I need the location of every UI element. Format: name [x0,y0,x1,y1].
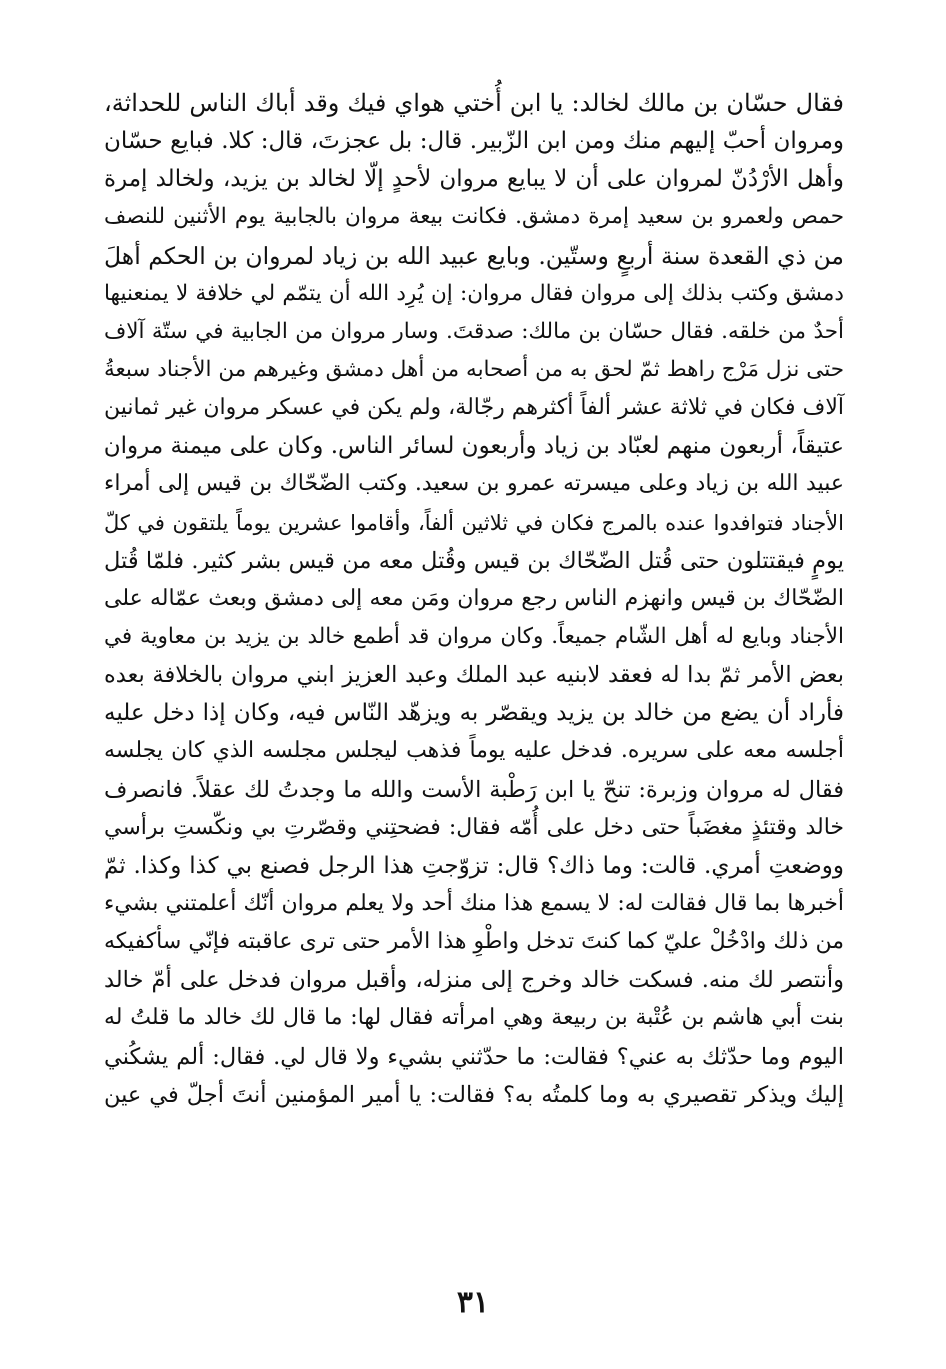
text-line: حتى نزل مَرْج راهط ثمّ لحق به من أصحابه من أهل دمشق وغيرهم من الأجناد سبعةُ [104,356,844,382]
text-line: الأجناد فتوافدوا عنده بالمرج فكان في ثلاثين ألفاً، وأقاموا عشرين يوماً يلتقون في كلّ [104,510,844,535]
text-line: عتيقاً، أربعون منهم لعبّاد بن زياد وأربعون لسائر الناس. وكان على ميمنة مروان [103,433,844,460]
text-line: آلاف فكان في ثلاثة عشر ألفاً أكثرهم رجّالة، ولم يكن في عسكر مروان غير ثمانين [104,395,844,421]
text-line: يومٍ فيقتتلون حتى قُتل الضّحّاك بن قيس وقُتل معه من قيس بشر كثير. فلمّا قُتل [104,547,844,574]
text-line: من ذي القعدة سنة أربعٍ وستّين. وبايع عبيد الله بن زياد لمروان بن الحكم أهلَ [104,241,844,270]
text-line: أخبرها بما قال فقالت له: لا يسمع هذا منك أحد ولا يعلم مروان أنّك أعلمتني بشيء [104,890,844,916]
text-line: من ذلك وادْخُلْ عليّ كما كنتَ تدخل واطْوِ هذا الأمر حتى ترى عاقبته فإنّي سأكفيكه [104,929,844,955]
text-line: أحدٌ من خلقه. فقال حسّان بن مالك: صدقتَ. وسار مروان من الجابية في ستّة آلاف [104,318,844,344]
text-line: بنت أبي هاشم بن عُتْبة بن ربيعة وهي امرأته فقال لها: ما قال لك خالد ما قلتُ له [104,1005,844,1031]
text-line: اليوم وما حدّثك به عني؟ فقالت: ما حدّثني بشيء ولا قال لي. فقال: ألم يشكُني [104,1043,844,1070]
text-line: عبيد الله بن زياد وعلى ميسرته عمرو بن سعيد. وكتب الضّحّاك بن قيس إلى أمراء [104,471,844,497]
text-line: وأنتصر لك منه. فسكت خالد وخرج إلى منزله، وأقبل مروان فدخل على أمّ خالد [104,967,844,994]
body-text [104,84,844,1114]
text-line: خالد وقتئذٍ مغضَباً حتى دخل على أُمّه فقال: فضحتِني وقصّرتِ بي ونكّستِ برأسي [104,814,844,840]
text-line: حمص ولعمرو بن سعيد إمرة دمشق. فكانت بيعة مروان بالجابية يوم الأثنين للنصف [104,204,844,230]
text-line: فقال حسّان بن مالك لخالد: يا ابن أُختي هواي فيك وقد أباك الناس للحداثة، [104,89,844,117]
text-line: ووضعتِ أمري. قالت: وما ذاك؟ قال: تزوّجتِ هذا الرجل فصنع بي كذا وكذا. ثمّ [104,852,844,879]
page-number: ٣١ [456,1285,490,1320]
text-line: إليك ويذكر تقصيري به وما كلمتُه به؟ فقالت: يا أمير المؤمنين أنتَ أجلّ في عين [104,1081,844,1108]
text-line: الأجناد وبايع له أهل الشّام جميعاً. وكان مروان قد أطمع خالد بن يزيد بن معاوية في [104,623,844,649]
text-line: أجلسه معه على سريره. فدخل عليه يوماً فذهب ليجلس مجلسه الذي كان يجلسه [104,738,844,764]
text-line: بعض الأمر ثمّ بدا له فعقد لابنيه عبد الملك وعبد العزيز ابني مروان بالخلافة بعده [104,662,844,689]
text-line: فأراد أن يضع من خالد بن يزيد ويقصّر به ويزهّد النّاس فيه، وكان إذا دخل عليه [104,700,844,727]
text-line: وأهل الأرْدُنّ لمروان على أن لا يبايع مروان لأحدٍ إلّا لخالد بن يزيد، ولخالد إمرة [104,166,844,193]
text-line: الضّحّاك بن قيس وانهزم الناس رجع مروان ومَن معه إلى دمشق وبعث عمّاله على [104,585,844,611]
text-line: فقال له مروان وزبرة: تنحّ يا ابن رَطْبة الأست والله ما وجدتُ لك عقلاً. فانصرف [104,776,844,803]
text-line: ومروان أحبّ إليهم منك ومن ابن الزّبير. قال: بل عجزتَ، قال: كلا. فبايع حسّان [104,128,844,155]
text-line: دمشق وكتب بذلك إلى مروان فقال مروان: إن يُرِد الله أن يتمّم لي خلافة لا يمنعنيها [104,280,844,306]
